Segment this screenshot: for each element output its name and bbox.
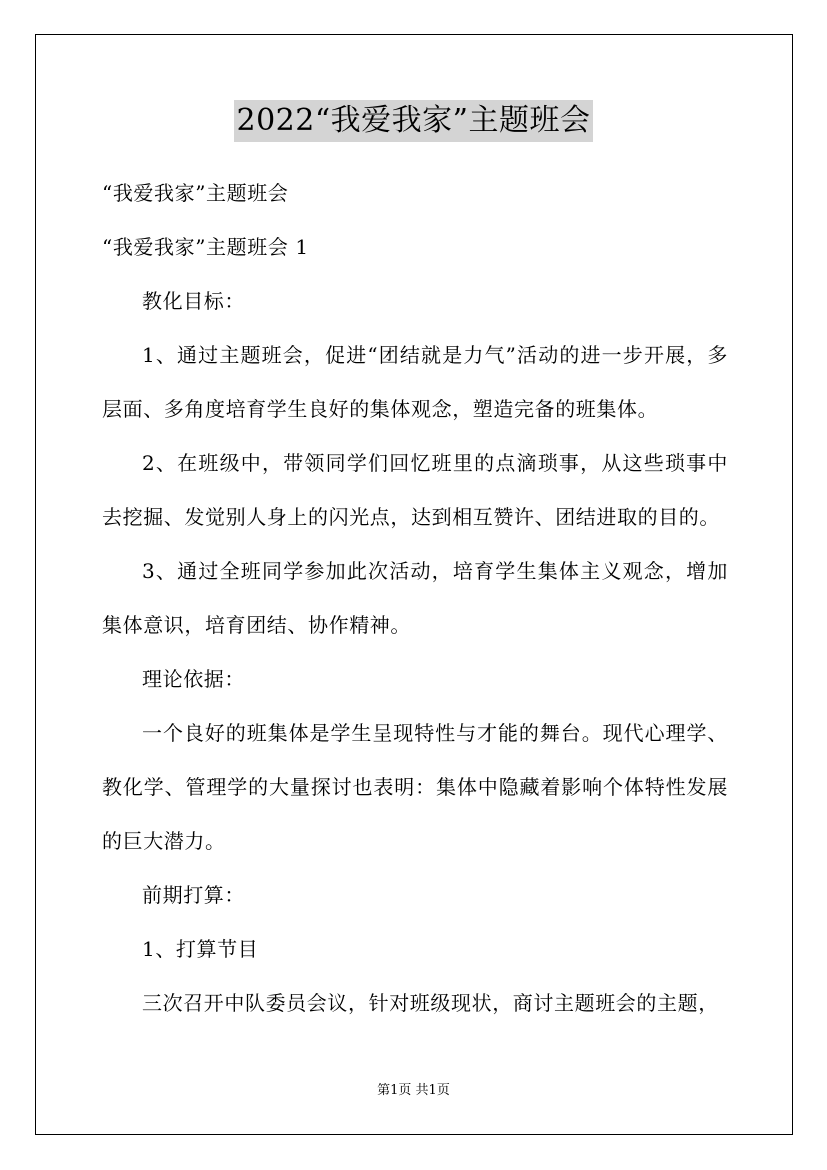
paragraph: 3、通过全班同学参加此次活动，培育学生集体主义观念，增加集体意识，培育团结、协作精神。 [102,559,728,637]
page-footer: 第1页 共1页 [377,1083,450,1098]
document-title: 2022“我爱我家”主题班会 [234,100,592,142]
section-heading: 教化目标： [142,289,245,313]
title-container [0,100,827,142]
section-heading: 理论依据： [142,667,245,691]
paragraph: 一个良好的班集体是学生呈现特性与才能的舞台。现代心理学、教化学、管理学的大量探讨也表明：集体中隐藏着影响个体特性发展的巨大潜力。 [102,721,728,853]
paragraph: 三次召开中队委员会议，针对班级现状，商讨主题班会的主题， [142,991,719,1015]
paragraph: 2、在班级中，带领同学们回忆班里的点滴琐事，从这些琐事中去挖掘、发觉别人身上的闪光点，达到相互赞许、团结进取的目的。 [102,451,728,529]
paragraph: 1、打算节目 [142,937,259,961]
paragraph: 1、通过主题班会，促进“团结就是力气”活动的进一步开展，多层面、多角度培育学生良好的集体观念，塑造完备的班集体。 [102,343,728,421]
paragraph: “我爱我家”主题班会 [102,181,289,205]
paragraph: “我爱我家”主题班会 1 [102,235,309,259]
section-heading: 前期打算： [142,883,245,907]
document-body [102,166,728,1030]
